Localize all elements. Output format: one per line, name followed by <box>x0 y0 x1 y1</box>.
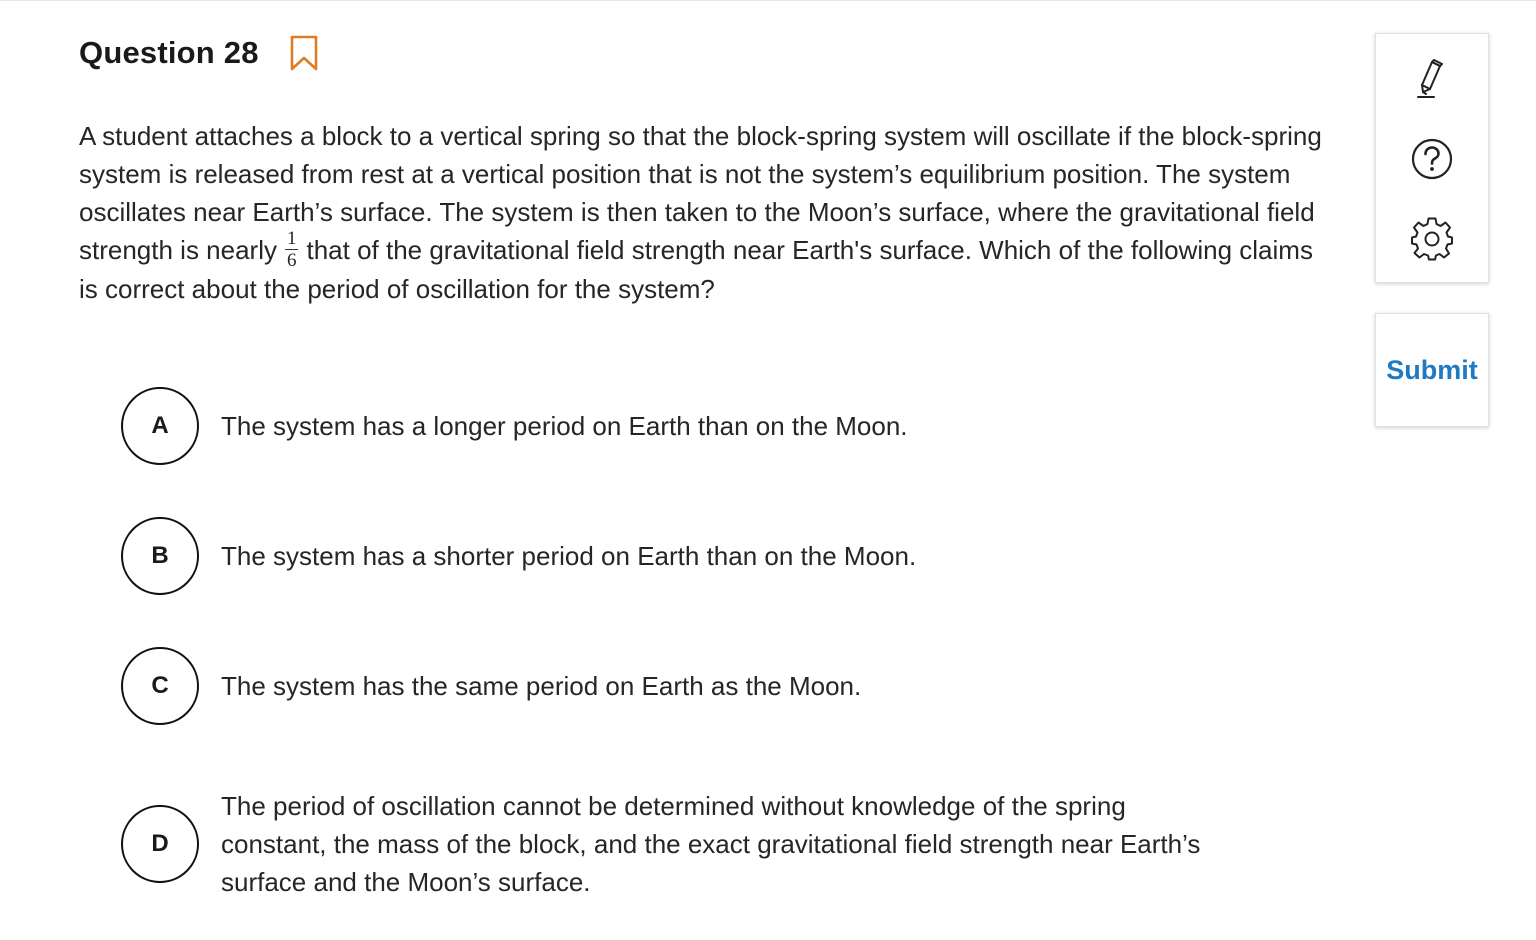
choice-letter-c[interactable]: C <box>121 647 199 725</box>
question-stem <box>79 117 1324 308</box>
answer-choice-a[interactable] <box>121 387 1221 465</box>
help-tool[interactable] <box>1376 137 1488 186</box>
settings-gear-icon[interactable] <box>1410 217 1454 266</box>
fraction-numerator: 1 <box>286 227 297 249</box>
question-panel <box>79 30 1329 308</box>
fraction-denominator: 6 <box>286 249 297 271</box>
bookmark-icon[interactable] <box>289 34 319 72</box>
tools-panel <box>1375 33 1489 283</box>
choice-letter-d[interactable]: D <box>121 805 199 883</box>
highlighter-tool[interactable] <box>1376 56 1488 107</box>
highlighter-pen-icon[interactable] <box>1412 56 1452 107</box>
submit-button[interactable] <box>1375 313 1489 427</box>
answer-choice-c[interactable] <box>121 647 1221 725</box>
choice-letter-b[interactable]: B <box>121 517 199 595</box>
submit-label: Submit <box>1386 354 1478 385</box>
stem-text-part-2: that of the gravitational field strength near Earth's surface. Which of the following claims is correct about the period of oscillation for the system? <box>79 235 1313 304</box>
top-divider <box>0 0 1536 1</box>
stem-text-part-1: A student attaches a block to a vertical spring so that the block-spring system will oscillate if the block-spring system is released from rest at a vertical position that is not the system’s equilibrium position. The system oscillates near Earth’s surface. The system is then taken to the Moon’s surface, where the gravitational field strength is nearly <box>79 121 1322 265</box>
choice-text-d: The period of oscillation cannot be determined without knowledge of the spring constant, the mass of the block, and the exact gravitational field strength near Earth’s surface and the Moon’s surface. <box>221 791 1201 897</box>
choice-letter-a[interactable]: A <box>121 387 199 465</box>
choice-text-c: The system has the same period on Earth as the Moon. <box>221 671 862 701</box>
fraction-one-sixth <box>285 229 299 270</box>
choice-text-a: The system has a longer period on Earth than on the Moon. <box>221 411 908 441</box>
settings-tool[interactable] <box>1376 217 1488 266</box>
choice-text-b: The system has a shorter period on Earth than on the Moon. <box>221 541 917 571</box>
answer-choice-d[interactable] <box>121 787 1221 901</box>
question-header <box>79 30 1329 76</box>
question-title: Question 28 <box>79 35 259 70</box>
help-icon[interactable] <box>1410 137 1454 186</box>
answer-choice-b[interactable] <box>121 517 1221 595</box>
